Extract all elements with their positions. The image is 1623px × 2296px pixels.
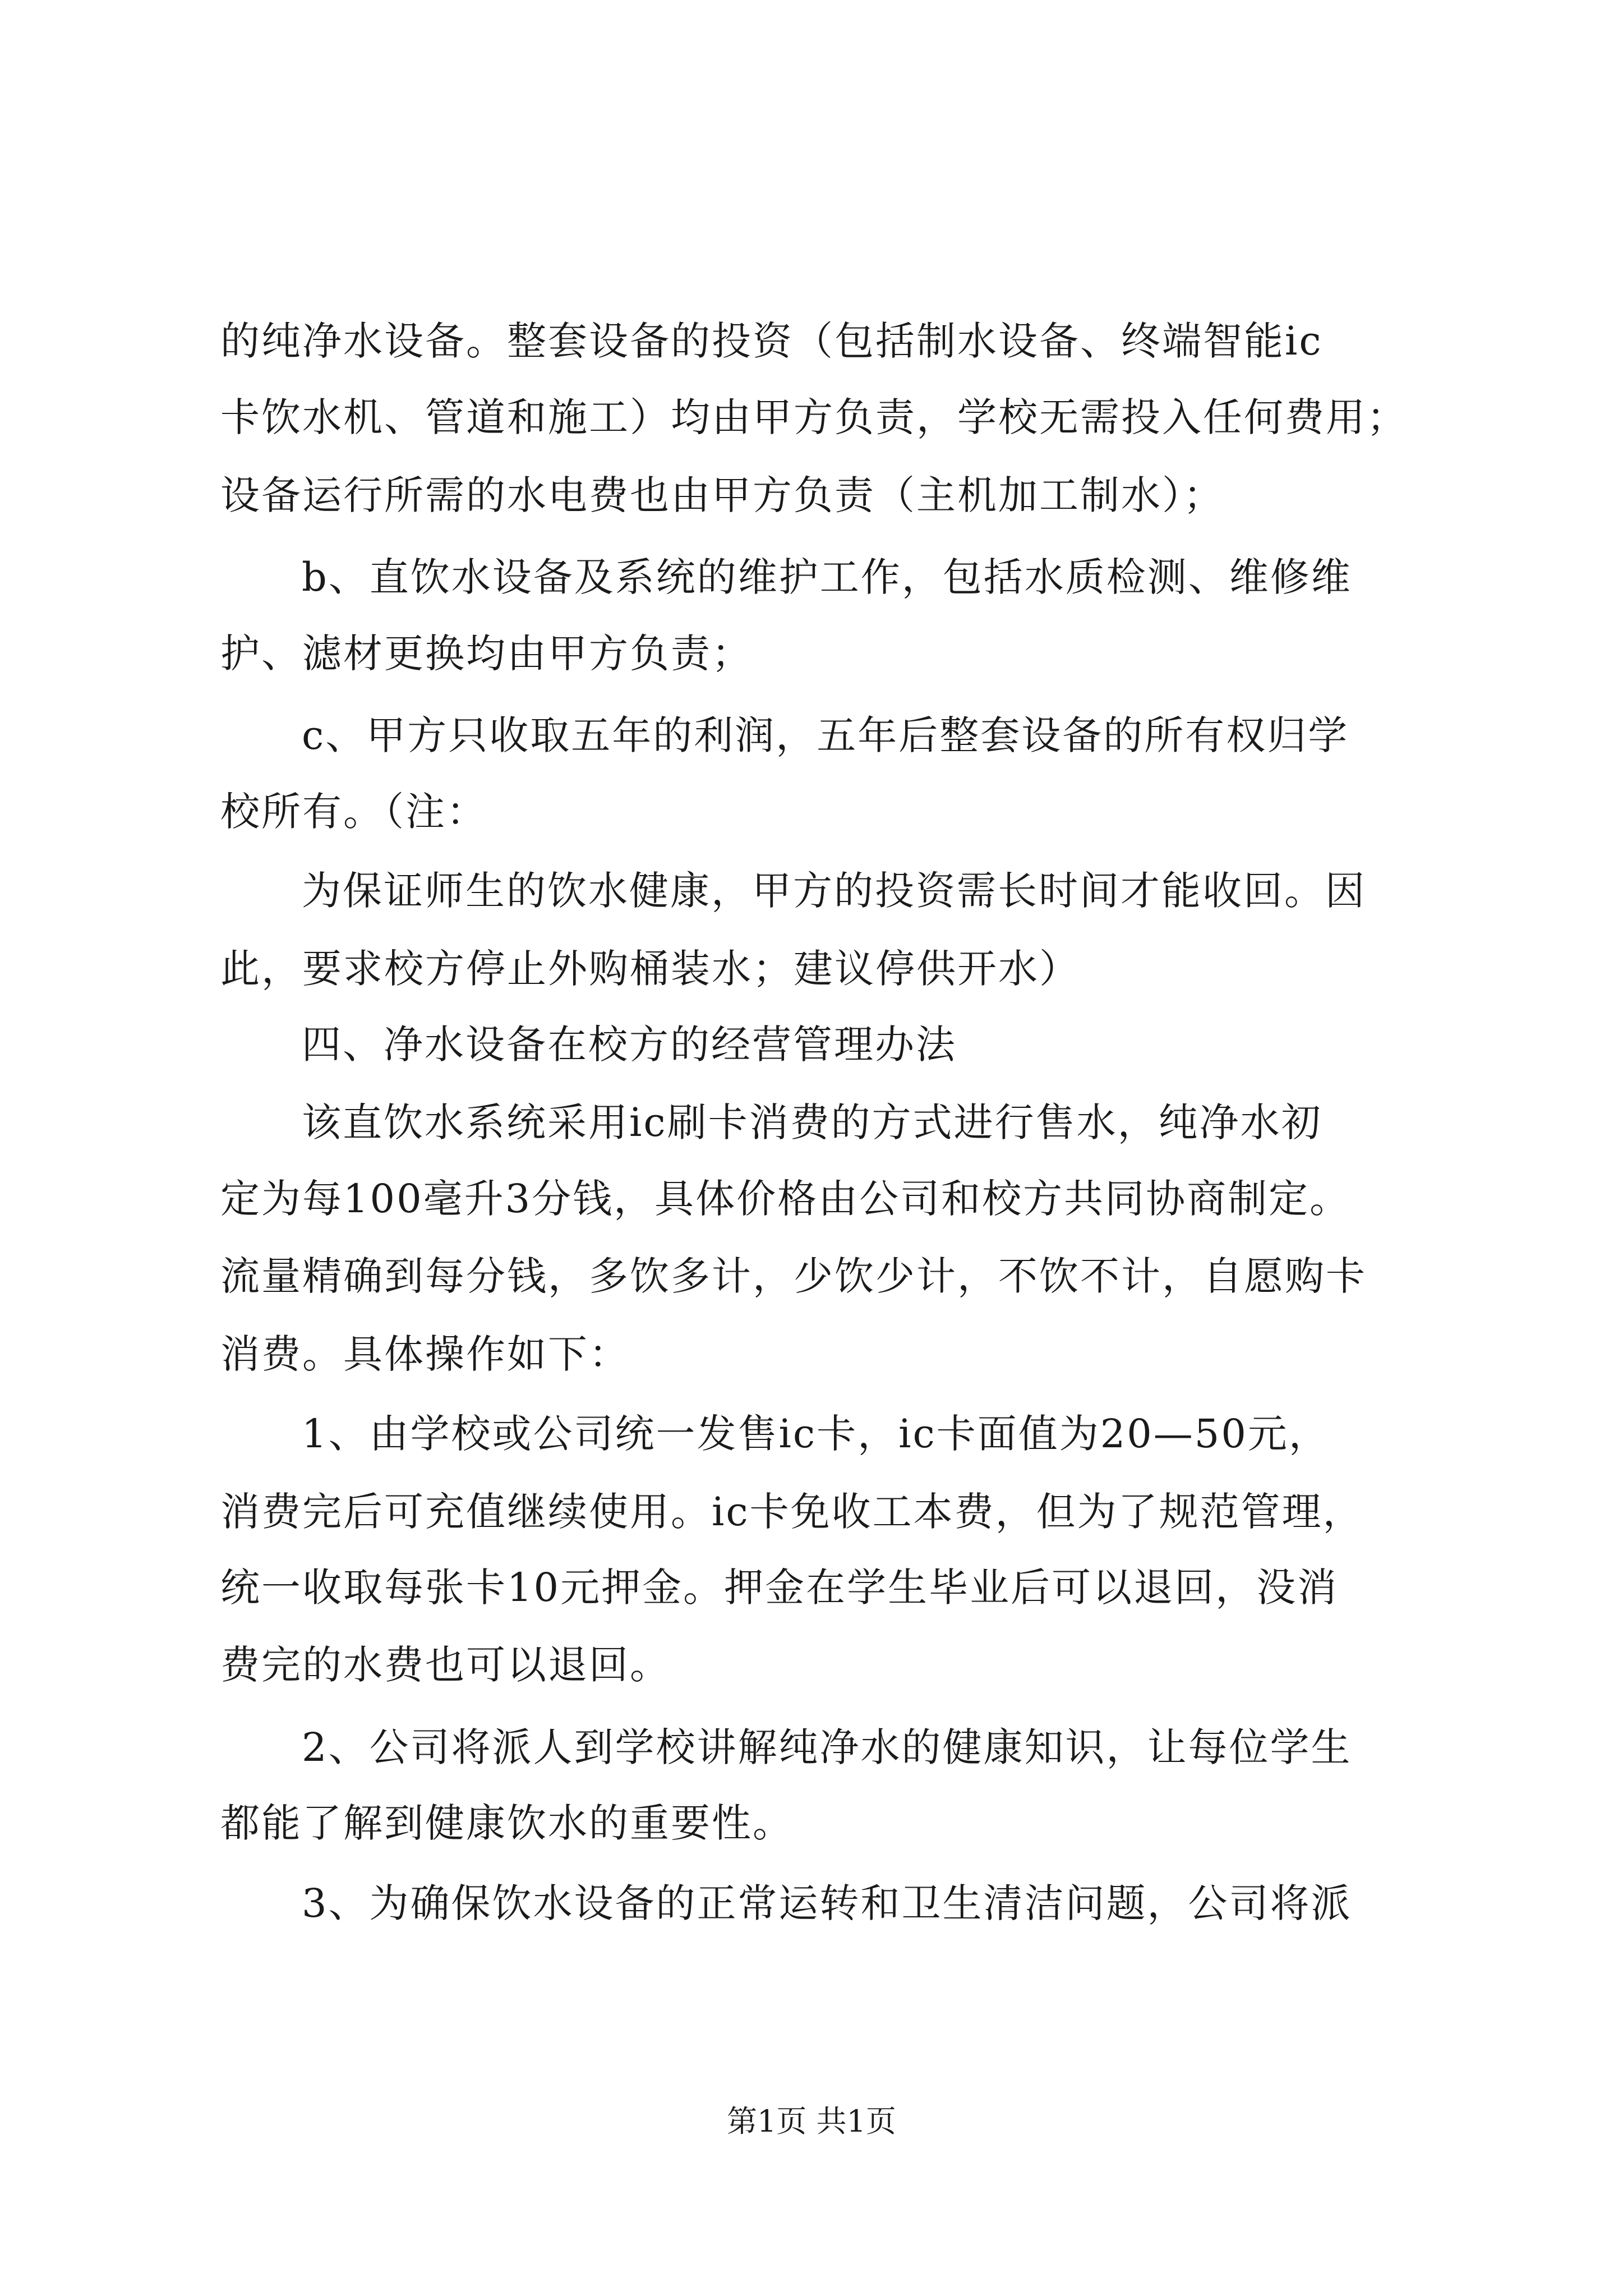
text-line: 流量精确到每分钱，多饮多计，少饮少计，不饮不计，自愿购卡 [220, 1253, 1367, 1299]
text-line: 3、为确保饮水设备的正常运转和卫生清洁问题，公司将派 [302, 1880, 1352, 1926]
text-line: 为保证师生的饮水健康，甲方的投资需长时间才能收回。因 [302, 868, 1366, 914]
text-line: b、直饮水设备及系统的维护工作，包括水质检测、维修维 [302, 554, 1352, 600]
text-line: 消费。具体操作如下： [220, 1331, 630, 1377]
text-line: 都能了解到健康饮水的重要性。 [220, 1800, 794, 1846]
text-line: 该直饮水系统采用ic刷卡消费的方式进行售水，纯净水初 [302, 1099, 1322, 1145]
section-heading: 四、净水设备在校方的经营管理办法 [302, 1022, 957, 1068]
text-line: 护、滤材更换均由甲方负责； [220, 631, 753, 677]
text-line: 此，要求校方停止外购桶装水；建议停供开水） [220, 946, 1080, 992]
text-line: 定为每100毫升3分钱，具体价格由公司和校方共同协商制定。 [220, 1176, 1351, 1222]
text-line: 卡饮水机、管道和施工）均由甲方负责，学校无需投入任何费用； [220, 394, 1408, 440]
page-footer: 第1页 共1页 [727, 2104, 896, 2139]
text-line: 的纯净水设备。整套设备的投资（包括制水设备、终端智能ic [220, 318, 1323, 364]
text-line: c、甲方只收取五年的利润，五年后整套设备的所有权归学 [302, 712, 1349, 758]
text-line: 费完的水费也可以退回。 [220, 1642, 671, 1688]
text-line: 2、公司将派人到学校讲解纯净水的健康知识，让每位学生 [302, 1724, 1352, 1770]
text-line: 统一收取每张卡10元押金。押金在学生毕业后可以退回，没消 [220, 1565, 1339, 1611]
text-line: 1、由学校或公司统一发售ic卡，ic卡面值为20—50元， [302, 1411, 1330, 1457]
text-line: 设备运行所需的水电费也由甲方负责（主机加工制水）； [220, 472, 1224, 518]
text-line: 校所有。（注： [220, 789, 487, 835]
text-line: 消费完后可充值继续使用。ic卡免收工本费，但为了规范管理， [220, 1489, 1364, 1535]
